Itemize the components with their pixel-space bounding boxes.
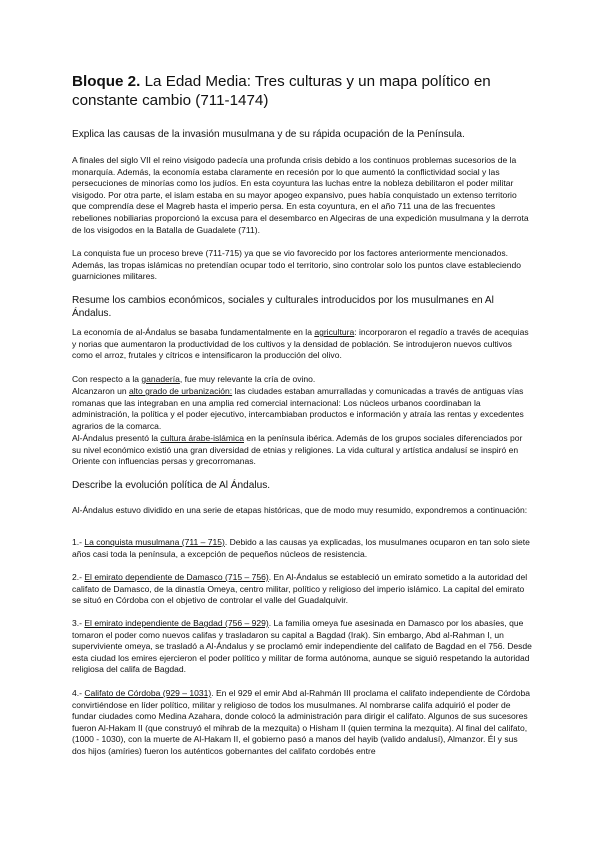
paragraph-culture: Al-Ándalus presentó la cultura árabe-islámica en la península ibérica. Además de los grupos sociales diferenciados por su nivel económico existió una gran diversidad de etnias y religiones. La vida cultural y artística andalusí se inspiró en Oriente con influencias persas y grecorromanas. — [72, 433, 523, 467]
question-1: Explica las causas de la invasión musulmana y de su rápida ocupación de la Península. — [72, 129, 465, 140]
title-bold: Bloque 2. — [72, 73, 141, 90]
stage-title: Califato de Córdoba (929 – 1031) — [84, 688, 212, 698]
paragraph-intro: Al-Ándalus estuvo dividido en una serie de etapas históricas, que de modo muy resumido, expondremos a continuación: — [72, 505, 528, 515]
list-item: 3.- El emirato independiente de Bagdad (756 – 929). La familia omeya fue asesinada en Damasco por los abasíes, que tomaron el poder como nuevos califas y trasladaron su capital a Bagdad (Irak). Sin embargo, Abd al-Rahman I, un superviviente omeya, se trasladó a Al-Ándalus y se proclamó emir independiente del califato de Bagdad en el 756. Desde esta ciudad los emires ejercieron el poder político y militar de forma autónoma, aunque se siguió respetando la autoridad religiosa del califa de Bagdad. — [72, 618, 532, 675]
stage-title: El emirato dependiente de Damasco (715 – 756) — [84, 572, 269, 582]
list-item: 4.- Califato de Córdoba (929 – 1031). En el 929 el emir Abd al-Rahmán III proclama el califato independiente de Córdoba convirtiéndose en líder político, militar y religioso de todos los musulmanes. Al nombrarse califa adquirió el poder de fundar ciudades como Medina Azahara, donde colocó la administración para dirigir el califato. Algunos de sus sucesores fueron Al-Hakam II (que construyó el mihrab de la mezquita) o Hisham II (quien termina la mezquita). Al final del califato, (1000 - 1030), con la muerte de Al-Hakam II, el gobierno pasó a manos del hayib (valido andalusí), Almanzor. Él y sus dos hijos (amíries) fueron los auténticos gobernantes del califato cordobés entre — [72, 688, 531, 756]
paragraph-causes: A finales del siglo VII el reino visigodo padecía una profunda crisis debido a los continuos problemas sucesorios de la monarquía. Además, la economía estaba claramente en recesión por lo que aumentó la conflictividad social y las persecuciones de minorías como los judíos. En esta coyuntura las luchas entre la nobleza debilitaron el poder militar visigodo. Por otra parte, el islam estaba en su mayor apogeo expansivo, pues había conquistado un extenso territorio que comprendía dese el Magreb hasta el imperio persa. En esta coyuntura, en el año 711 una de las frecuentes rebeliones nobiliarias proporcionó la excusa para el desembarco en Algeciras de una expedición musulmana y la derrota de los visigodos en la Batalla de Guadalete (711). — [72, 155, 529, 235]
question-2: Resume los cambios económicos, sociales y culturales introducidos por los musulmanes en Al Ándalus. — [72, 295, 494, 319]
term-cultura: cultura árabe-islámica — [160, 433, 244, 443]
term-ganaderia: ganadería — [141, 374, 180, 384]
term-agricultura: agricultura — [314, 327, 355, 337]
title-rest: La Edad Media: Tres culturas y un mapa político en constante cambio (711-1474) — [72, 73, 491, 109]
list-item: 1.- La conquista musulmana (711 – 715). Debido a las causas ya explicadas, los musulmanes ocuparon en tan solo siete años casi toda la península, a excepción de pequeños núcleos de resistencia. — [72, 537, 530, 559]
stage-title: El emirato independiente de Bagdad (756 – 929) — [84, 618, 269, 628]
paragraph-urbanization: Alcanzaron un alto grado de urbanización: las ciudades estaban amurralladas y comunicadas a través de antiguas vías romanas que las integraban en una amplia red comercial internacional: Los núcleos urbanos coordinaban la administración, la política y el poder ejecutivo, intercambiaban productos e información y atraía las rentas y excedentes agrarios de la comarca. — [72, 386, 524, 431]
term-urbanizacion: alto grado de urbanización: — [129, 386, 233, 396]
paragraph-livestock: Con respecto a la ganadería, fue muy relevante la cría de ovino. — [72, 374, 316, 384]
stage-title: La conquista musulmana (711 – 715) — [84, 537, 225, 547]
page-title — [72, 72, 542, 110]
paragraph-conquest: La conquista fue un proceso breve (711-715) ya que se vio favorecido por los factores anteriormente mencionados. Además, las tropas islámicas no pretendían ocupar todo el territorio, sino controlar solo los puntos clave estableciendo guarniciones militares. — [72, 248, 521, 282]
question-3: Describe la evolución política de Al Ándalus. — [72, 480, 271, 491]
paragraph-agriculture: La economía de al-Ándalus se basaba fundamentalmente en la agricultura: incorporaron el regadío a través de acequias y norias que aumentaron la productividad de los cultivos y la densidad de población. Se introdujeron nuevos cultivos como el arroz, frutales y cítricos e intensificaron la producción del olivo. — [72, 327, 529, 361]
list-item: 2.- El emirato dependiente de Damasco (715 – 756). En Al-Ándalus se estableció un emirato sometido a la autoridad del califato de Damasco, de la dinastía Omeya, centro militar, político y religioso del imperio islámico. La capital del emirato se situó en Córdoba con el objetivo de controlar el valle del Guadalquivir. — [72, 572, 528, 606]
